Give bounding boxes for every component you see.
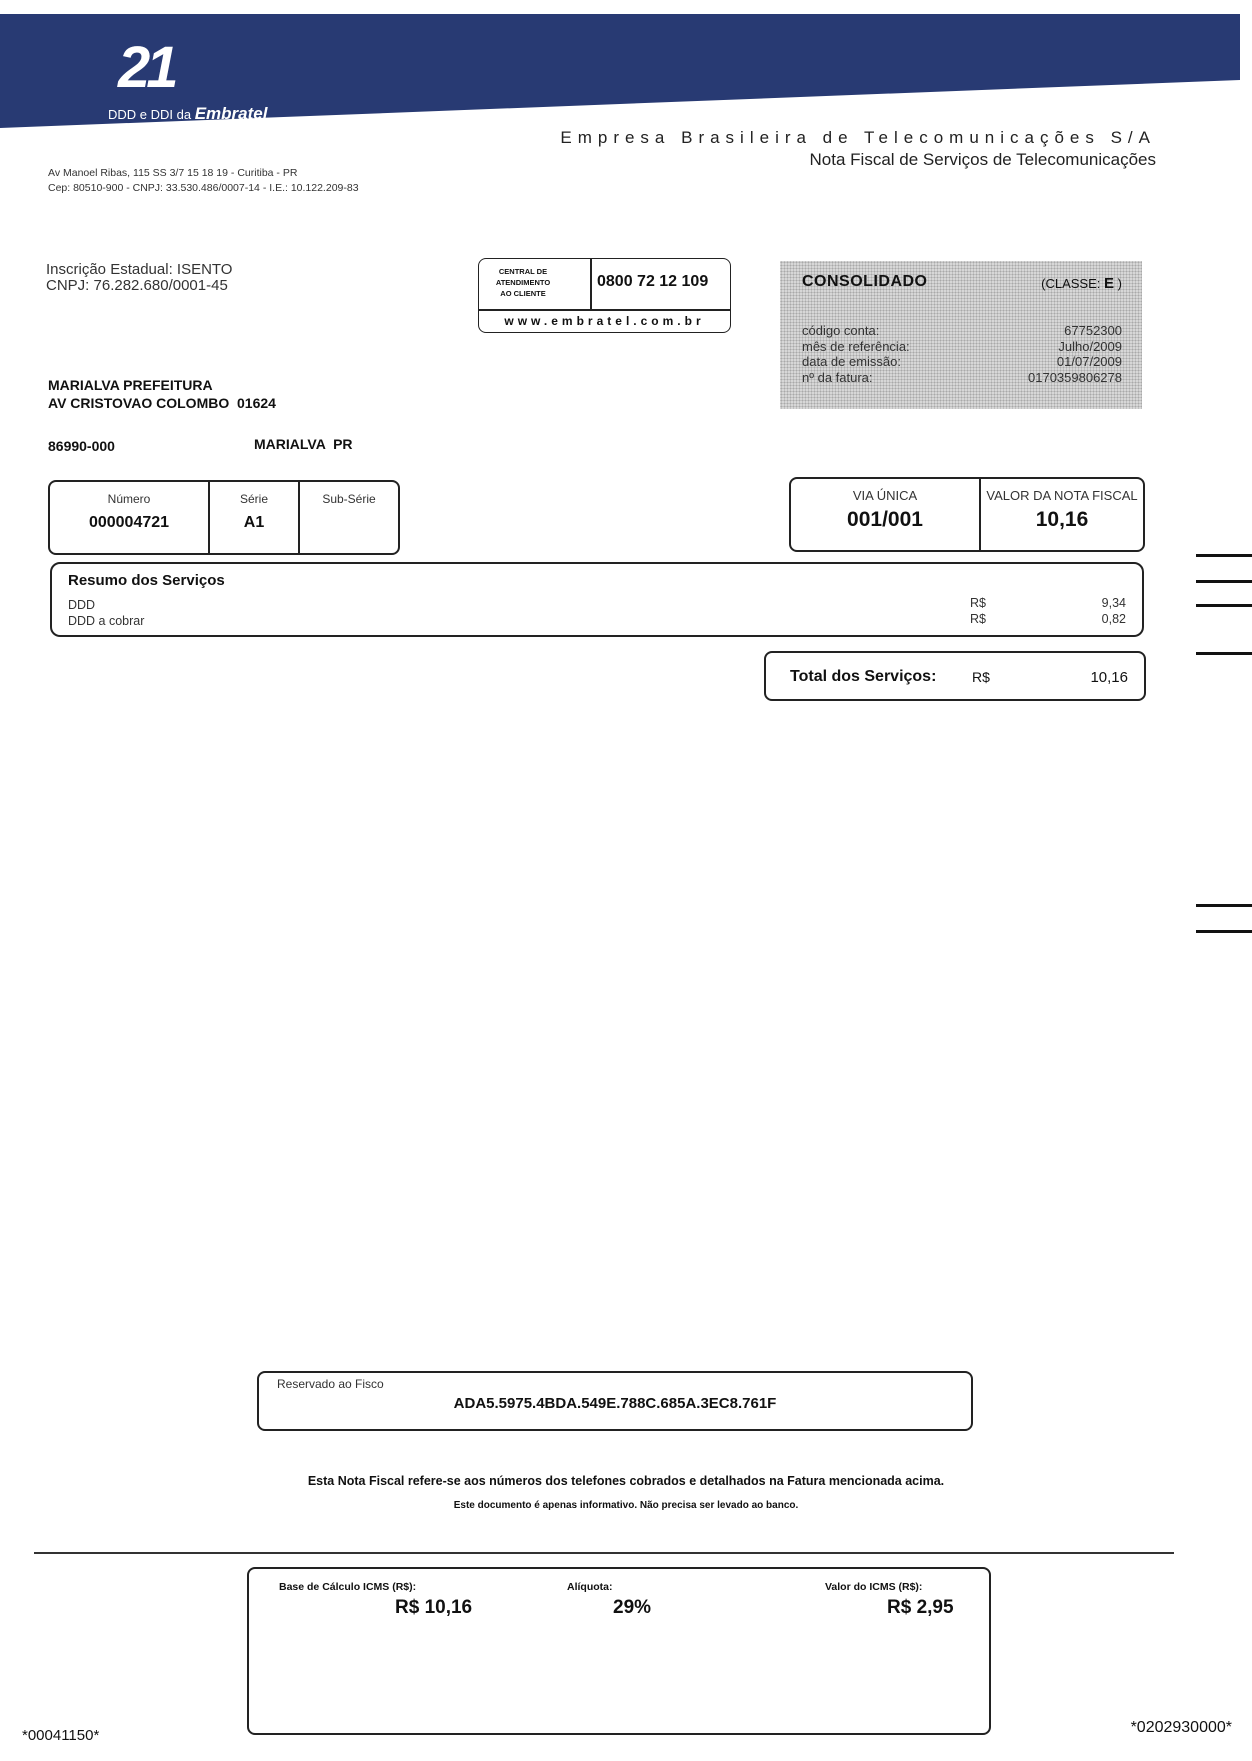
barcode-text-right: *0202930000* (1130, 1719, 1232, 1736)
document-title: Nota Fiscal de Serviços de Telecomunicações (809, 150, 1156, 169)
recipient-city: MARIALVA PR (254, 436, 353, 452)
valor-value: 10,16 (1035, 508, 1089, 531)
icms-box (247, 1567, 991, 1735)
fiscal-reserved-label: Reservado ao Fisco (277, 1377, 384, 1391)
service-amount: 0,82 (1101, 612, 1126, 626)
cs-label-line2: ATENDIMENTO (495, 278, 551, 287)
registration-mark (1196, 904, 1252, 907)
total-label: Total dos Serviços: (790, 668, 937, 685)
icms-rate-label: Alíquota: (567, 1581, 613, 1593)
service-name: DDD a cobrar (68, 614, 145, 628)
service-name: DDD (68, 598, 96, 612)
customer-service-box (478, 258, 731, 333)
registration-mark (1196, 652, 1252, 655)
consolidated-info-box (780, 261, 1142, 409)
address-line2: Cep: 80510-900 - CNPJ: 33.530.486/0007-14 - I.E.: 10.122.209-83 (48, 182, 359, 194)
inscricao-estadual: Inscrição Estadual: ISENTO (46, 261, 233, 278)
detail-label: mês de referência: (802, 338, 910, 354)
recipient-cep: 86990-000 (48, 438, 115, 454)
divider (590, 259, 592, 309)
detail-value: 01/07/2009 (1056, 354, 1122, 369)
via-value: 001/001 (847, 508, 923, 531)
logo-subtitle (108, 104, 267, 124)
consolidated-title: CONSOLIDADO (802, 273, 928, 290)
cs-label-line3: AO CLIENTE (500, 289, 546, 298)
account-details (802, 323, 1122, 385)
subserie-cell (300, 482, 398, 553)
logo-brand: Embratel (194, 104, 268, 123)
icms-value-value: R$ 2,95 (887, 1597, 954, 1618)
numero-value: 000004721 (88, 514, 170, 531)
detail-row (802, 370, 1122, 386)
fiscal-reserved-box (257, 1371, 973, 1431)
divider (34, 1552, 1174, 1554)
service-currency: R$ (970, 596, 986, 610)
class-value: E (1104, 275, 1115, 292)
recipient-block (48, 376, 276, 412)
services-summary-box (50, 562, 1144, 637)
customer-tax-info (46, 262, 232, 294)
invoice-value-box (789, 477, 1145, 552)
icms-base-label: Base de Cálculo ICMS (R$): (279, 1581, 417, 1593)
serie-value: A1 (243, 514, 265, 531)
invoice-number-box (48, 480, 400, 555)
customer-cnpj: CNPJ: 76.282.680/0001-45 (46, 277, 228, 294)
invoice-note: Esta Nota Fiscal refere-se aos números dos telefones cobrados e detalhados na Fatura mencionada acima. (307, 1474, 945, 1488)
divider (479, 309, 730, 311)
valor-label: VALOR DA NOTA FISCAL (986, 488, 1138, 503)
detail-label: data de emissão: (802, 354, 902, 369)
customer-service-phone: 0800 72 12 109 (597, 273, 709, 290)
numero-cell (50, 482, 208, 553)
detail-value: Julho/2009 (1058, 338, 1122, 354)
barcode-text-left: *00041150* (22, 1727, 100, 1744)
services-summary-title: Resumo dos Serviços (68, 572, 225, 589)
icms-base-value: R$ 10,16 (395, 1597, 473, 1618)
registration-mark (1196, 604, 1252, 607)
class-label: (CLASSE: (1041, 276, 1101, 291)
total-amount: 10,16 (1090, 669, 1128, 686)
services-total-box (764, 651, 1146, 701)
detail-row (802, 354, 1122, 370)
informative-note: Este documento é apenas informativo. Não precisa ser levado ao banco. (453, 1500, 799, 1511)
address-line1: Av Manoel Ribas, 115 SS 3/7 15 18 19 - Curitiba - PR (48, 167, 298, 179)
serie-cell (210, 482, 298, 553)
recipient-street: AV CRISTOVAO COLOMBO 01624 (48, 395, 276, 411)
subserie-label: Sub-Série (322, 492, 376, 506)
icms-value-label: Valor do ICMS (R$): (825, 1581, 923, 1593)
logo-prefix: DDD e DDI da (108, 107, 195, 122)
registration-mark (1196, 554, 1252, 557)
recipient-name: MARIALVA PREFEITURA (48, 377, 213, 393)
detail-label: código conta: (802, 323, 880, 338)
customer-service-label (487, 266, 559, 299)
detail-value: 67752300 (1064, 323, 1122, 338)
class-close: ) (1117, 276, 1122, 291)
detail-label: nº da fatura: (802, 369, 873, 385)
detail-value: 0170359806278 (1028, 369, 1122, 385)
via-label: VIA ÚNICA (852, 488, 918, 503)
service-currency: R$ (970, 612, 986, 626)
cs-label-line1: CENTRAL DE (498, 267, 548, 276)
icms-rate-value: 29% (613, 1597, 652, 1618)
detail-row (802, 339, 1122, 355)
total-currency: R$ (972, 669, 990, 685)
class-indicator (1041, 275, 1122, 292)
numero-label: Número (107, 492, 151, 506)
company-name: Empresa Brasileira de Telecomunicações S/A (560, 128, 1156, 147)
via-cell (791, 479, 979, 532)
issuer-address (48, 166, 359, 196)
website-link[interactable]: www.embratel.com.br (504, 314, 705, 328)
fiscal-code: ADA5.5975.4BDA.549E.788C.685A.3EC8.761F (453, 1395, 777, 1412)
service-amount: 9,34 (1101, 596, 1126, 610)
detail-row (802, 323, 1122, 339)
logo-number: 21 (118, 35, 175, 100)
serie-label: Série (239, 492, 268, 506)
registration-mark (1196, 930, 1252, 933)
valor-cell (981, 479, 1143, 532)
registration-mark (1196, 580, 1252, 583)
